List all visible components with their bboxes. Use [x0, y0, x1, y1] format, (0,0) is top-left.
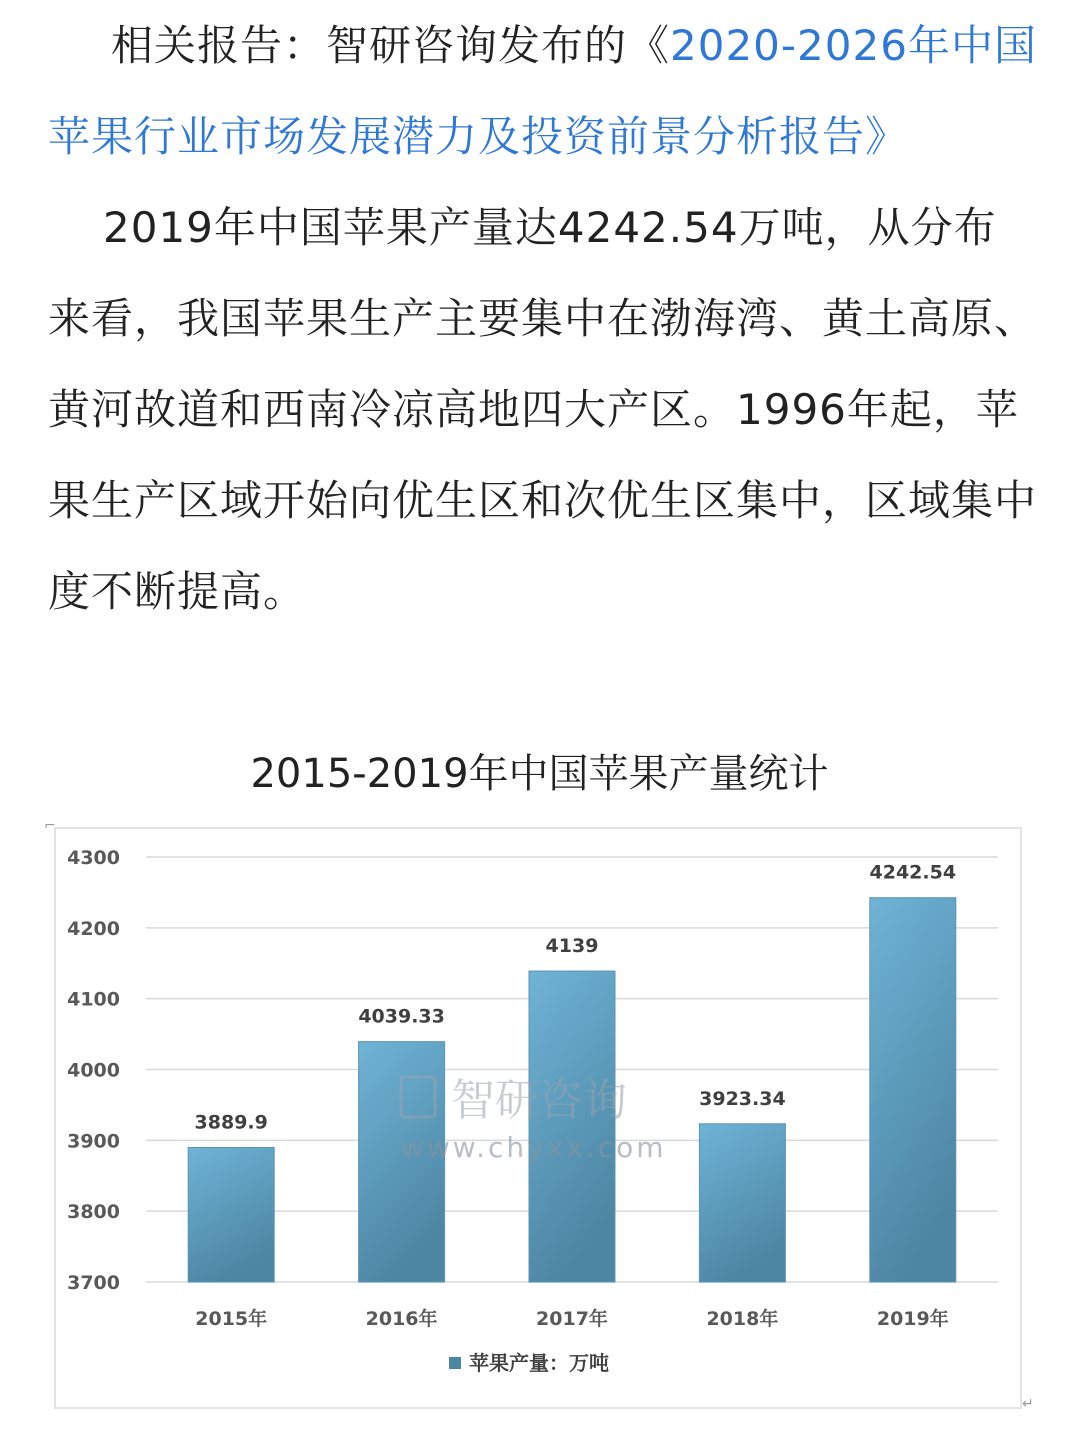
bar [529, 971, 615, 1282]
bar-chart [56, 829, 1020, 1407]
bar [870, 898, 956, 1282]
y-tick-label: 4000 [67, 1059, 120, 1082]
y-tick-label: 4200 [67, 917, 120, 940]
watermark-name: 智研咨询 [451, 1075, 627, 1126]
data-label: 4139 [545, 935, 599, 958]
data-label: 3889.9 [194, 1111, 268, 1134]
chart-frame [54, 827, 1022, 1409]
x-tick-label: 2016年 [365, 1308, 438, 1330]
y-tick-label: 3900 [67, 1130, 120, 1153]
x-tick-label: 2018年 [706, 1308, 779, 1330]
report-link[interactable]: 2020-2026年中国苹果行业市场发展潜力及投资前景分析报告 [48, 21, 1037, 161]
related-report-paragraph [48, 0, 1038, 182]
data-label: 4242.54 [869, 861, 957, 884]
related-suffix: 》 [865, 112, 909, 161]
bar [188, 1147, 274, 1282]
legend-swatch [449, 1357, 461, 1369]
legend-label: 苹果产量：万吨 [469, 1351, 609, 1375]
related-prefix: 相关报告：智研咨询发布的《 [111, 21, 671, 70]
body-paragraph: 2019年中国苹果产量达4242.54万吨，从分布来看，我国苹果生产主要集中在渤海湾、黄土高原、黄河故道和西南冷凉高地四大产区。1996年起，苹果生产区域开始向优生区和次优生区集中，区域集中度不断提高。 [48, 203, 1038, 616]
corner-mark-icon: ⌐ [44, 818, 56, 834]
data-label: 3923.34 [699, 1087, 786, 1110]
bar [699, 1124, 785, 1282]
watermark-url: www.chyxx.com [401, 1131, 667, 1164]
y-tick-label: 4300 [67, 847, 120, 869]
article [48, 0, 1038, 637]
x-tick-label: 2019年 [876, 1308, 949, 1330]
y-tick-label: 3700 [67, 1272, 120, 1294]
x-tick-label: 2017年 [536, 1308, 608, 1330]
y-tick-label: 3800 [67, 1201, 120, 1224]
chart-title: 2015-2019年中国苹果产量统计 [250, 751, 829, 797]
x-tick-label: 2015年 [195, 1308, 268, 1330]
data-label: 4039.33 [358, 1005, 445, 1028]
corner-arrow-icon: ↵ [1022, 1396, 1034, 1412]
y-tick-label: 4100 [67, 988, 120, 1011]
